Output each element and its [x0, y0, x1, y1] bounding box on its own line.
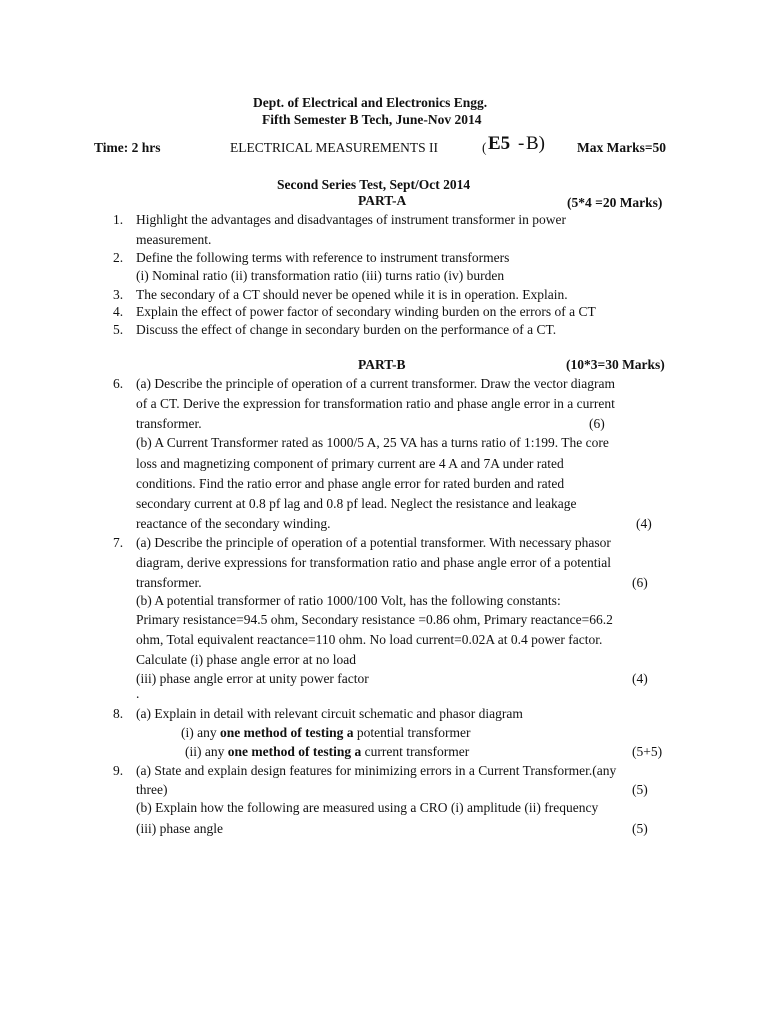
question-marks: (4) [632, 671, 648, 686]
sub-question-line [185, 744, 469, 760]
question-number: 4. [113, 304, 124, 319]
question-text: of a CT. Derive the expression for transformation ratio and phase angle error in a current [136, 396, 615, 411]
part-b-title: PART-B [358, 357, 406, 372]
question-marks: (6) [632, 575, 648, 590]
sub-question-emphasis: one method of testing a [227, 744, 362, 759]
question-text: (b) A Current Transformer rated as 1000/5 A, 25 VA has a turns ratio of 1:199. The core [136, 435, 609, 450]
part-a-title: PART-A [358, 193, 407, 208]
question-number: 9. [113, 763, 124, 778]
test-title: Second Series Test, Sept/Oct 2014 [277, 177, 471, 192]
course-code-open: ( [482, 140, 487, 155]
question-text: three) [136, 782, 168, 797]
sub-question-prefix: (ii) any [185, 744, 228, 759]
question-number: 6. [113, 376, 124, 391]
question-text: (iii) phase angle error at unity power factor [136, 671, 369, 686]
question-text: (a) State and explain design features for minimizing errors in a Current Transformer.(any [136, 763, 617, 778]
part-a-marks: (5*4 =20 Marks) [567, 195, 663, 210]
question-text: transformer. [136, 575, 202, 590]
stray-mark: . [136, 686, 140, 701]
question-text: Highlight the advantages and disadvantages of instrument transformer in power [136, 212, 567, 227]
question-text: Primary resistance=94.5 ohm, Secondary resistance =0.86 ohm, Primary reactance=66.2 [136, 612, 613, 627]
question-marks: (5) [632, 821, 648, 836]
question-text: The secondary of a CT should never be opened while it is in operation. Explain. [136, 287, 568, 302]
course-code-bold: E5 [488, 133, 511, 154]
question-number: 2. [113, 250, 124, 265]
part-b-marks: (10*3=30 Marks) [566, 357, 665, 372]
question-text: (a) Describe the principle of operation of a potential transformer. With necessary phasor [136, 535, 611, 550]
question-text: (i) Nominal ratio (ii) transformation ratio (iii) turns ratio (iv) burden [136, 268, 505, 283]
sub-question-suffix: potential transformer [353, 725, 471, 740]
question-marks: (6) [589, 416, 605, 431]
question-text: loss and magnetizing component of primary current are 4 A and 7A under rated [136, 456, 564, 471]
question-text: (iii) phase angle [136, 821, 223, 836]
question-text: Calculate (i) phase angle error at no load [136, 652, 357, 667]
department-heading: Dept. of Electrical and Electronics Engg. [253, 95, 488, 110]
question-text: diagram, derive expressions for transformation ratio and phase angle error of a potential [136, 555, 611, 570]
semester-heading: Fifth Semester B Tech, June-Nov 2014 [262, 112, 482, 127]
question-marks: (5) [632, 782, 648, 797]
sub-question-emphasis: one method of testing a [219, 725, 354, 740]
question-text: measurement. [136, 232, 212, 247]
course-code-dash: - [518, 133, 525, 154]
question-text: (b) A potential transformer of ratio 1000/100 Volt, has the following constants: [136, 593, 561, 608]
question-number: 1. [113, 212, 124, 227]
question-text: (b) Explain how the following are measured using a CRO (i) amplitude (ii) frequency [136, 800, 599, 815]
question-text: secondary current at 0.8 pf lag and 0.8 pf lead. Neglect the resistance and leakage [136, 496, 577, 511]
sub-question-prefix: (i) any [181, 725, 220, 740]
question-number: 8. [113, 706, 124, 721]
question-number: 7. [113, 535, 124, 550]
max-marks: Max Marks=50 [577, 140, 667, 155]
question-text: Discuss the effect of change in secondary burden on the performance of a CT. [136, 322, 557, 337]
question-text: Define the following terms with reference to instrument transformers [136, 250, 510, 265]
time-label: Time: 2 hrs [94, 140, 161, 155]
question-number: 3. [113, 287, 124, 302]
subject-title: ELECTRICAL MEASUREMENTS II [230, 140, 438, 155]
question-text: (a) Explain in detail with relevant circuit schematic and phasor diagram [136, 706, 523, 721]
question-text: conditions. Find the ratio error and phase angle error for rated burden and rated [136, 476, 565, 491]
question-text: ohm, Total equivalent reactance=110 ohm. No load current=0.02A at 0.4 power factor. [136, 632, 603, 647]
question-marks: (4) [636, 516, 652, 531]
question-text: reactance of the secondary winding. [136, 516, 331, 531]
question-text: transformer. [136, 416, 202, 431]
question-text: Explain the effect of power factor of secondary winding burden on the errors of a CT [136, 304, 596, 319]
question-marks: (5+5) [632, 744, 663, 759]
sub-question-suffix: current transformer [361, 744, 470, 759]
question-text: (a) Describe the principle of operation of a current transformer. Draw the vector diagram [136, 376, 616, 391]
course-code-rest: B) [526, 133, 545, 154]
sub-question-line [181, 725, 470, 741]
question-number: 5. [113, 322, 124, 337]
